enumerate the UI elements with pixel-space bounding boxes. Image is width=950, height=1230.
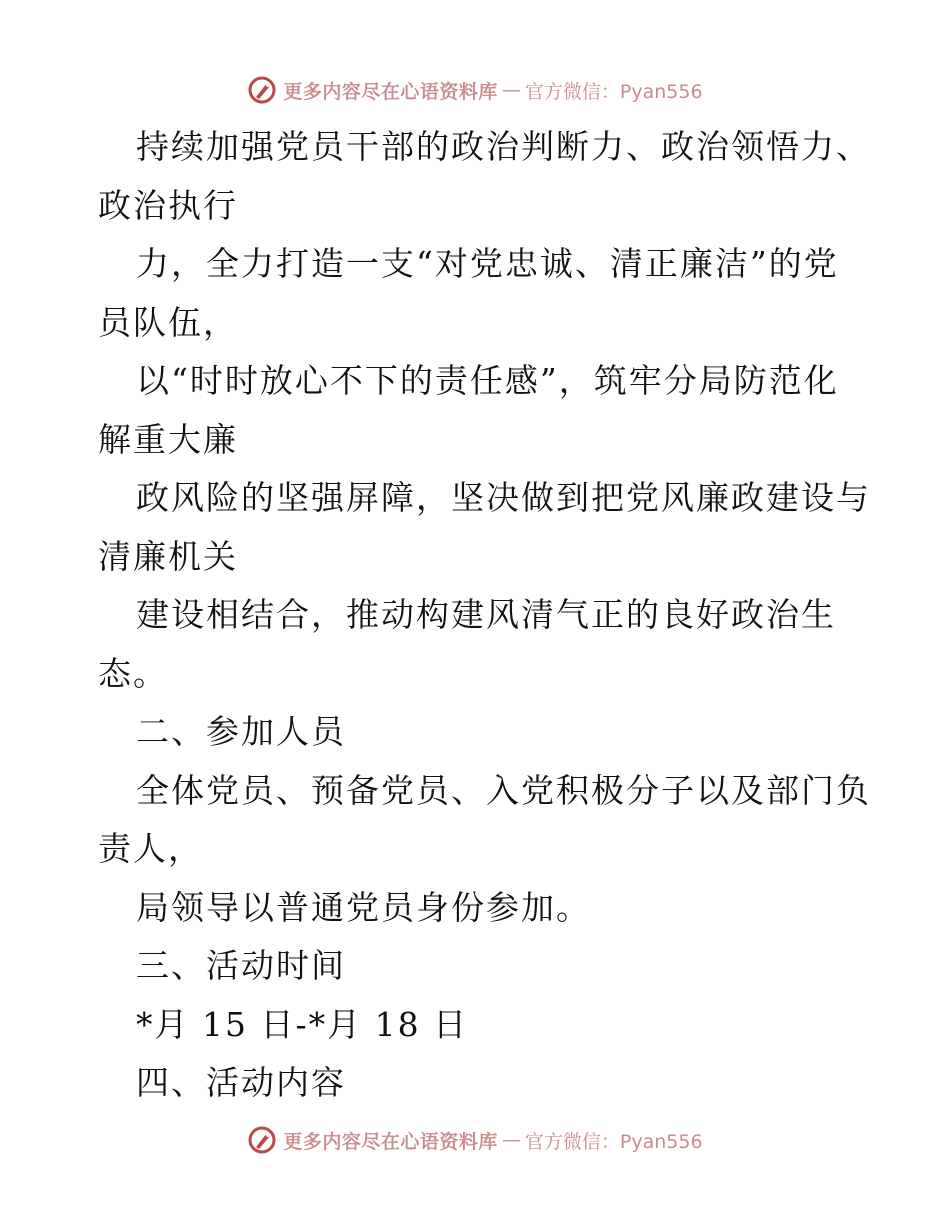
watermark-separator: —	[501, 1129, 521, 1151]
body-line: 力，全力打造一支“对党忠诚、清正廉洁”的党	[136, 244, 839, 283]
body-line: 政治执行	[98, 185, 238, 225]
watermark-suffix: 官方微信：Pyan556	[524, 1130, 703, 1153]
body-line: 持续加强党员干部的政治判断力、政治领悟力、	[136, 127, 871, 166]
body-line: 以“时时放心不下的责任感”，筑牢分局防范化	[136, 361, 839, 400]
body-line: 员队伍，	[98, 302, 238, 342]
body-line: 态。	[98, 653, 168, 693]
pen-logo-icon	[247, 75, 277, 105]
body-line: 解重大廉	[98, 419, 238, 459]
activity-date-range: *月 15 日-*月 18 日	[136, 1004, 469, 1044]
section-heading-time: 三、活动时间	[136, 946, 346, 985]
document-body	[98, 118, 871, 1113]
body-line: 建设相结合，推动构建风清气正的良好政治生	[136, 595, 836, 634]
footer-watermark	[0, 1122, 950, 1158]
body-line: 政风险的坚强屏障，坚决做到把党风廉政建设与	[136, 478, 871, 517]
watermark-text: 更多内容尽在心语资料库	[283, 80, 498, 103]
body-line: 局领导以普通党员身份参加。	[136, 887, 591, 927]
watermark-suffix: 官方微信：Pyan556	[524, 80, 703, 103]
watermark-separator: —	[501, 79, 521, 101]
section-heading-content: 四、活动内容	[136, 1063, 346, 1102]
body-line: 责人，	[98, 829, 203, 868]
header-watermark	[0, 72, 950, 108]
section-heading-participants: 二、参加人员	[136, 712, 346, 751]
body-line: 清廉机关	[98, 536, 238, 576]
watermark-text: 更多内容尽在心语资料库	[283, 1130, 498, 1153]
body-line: 全体党员、预备党员、入党积极分子以及部门负	[136, 770, 871, 810]
pen-logo-icon	[247, 1125, 277, 1155]
